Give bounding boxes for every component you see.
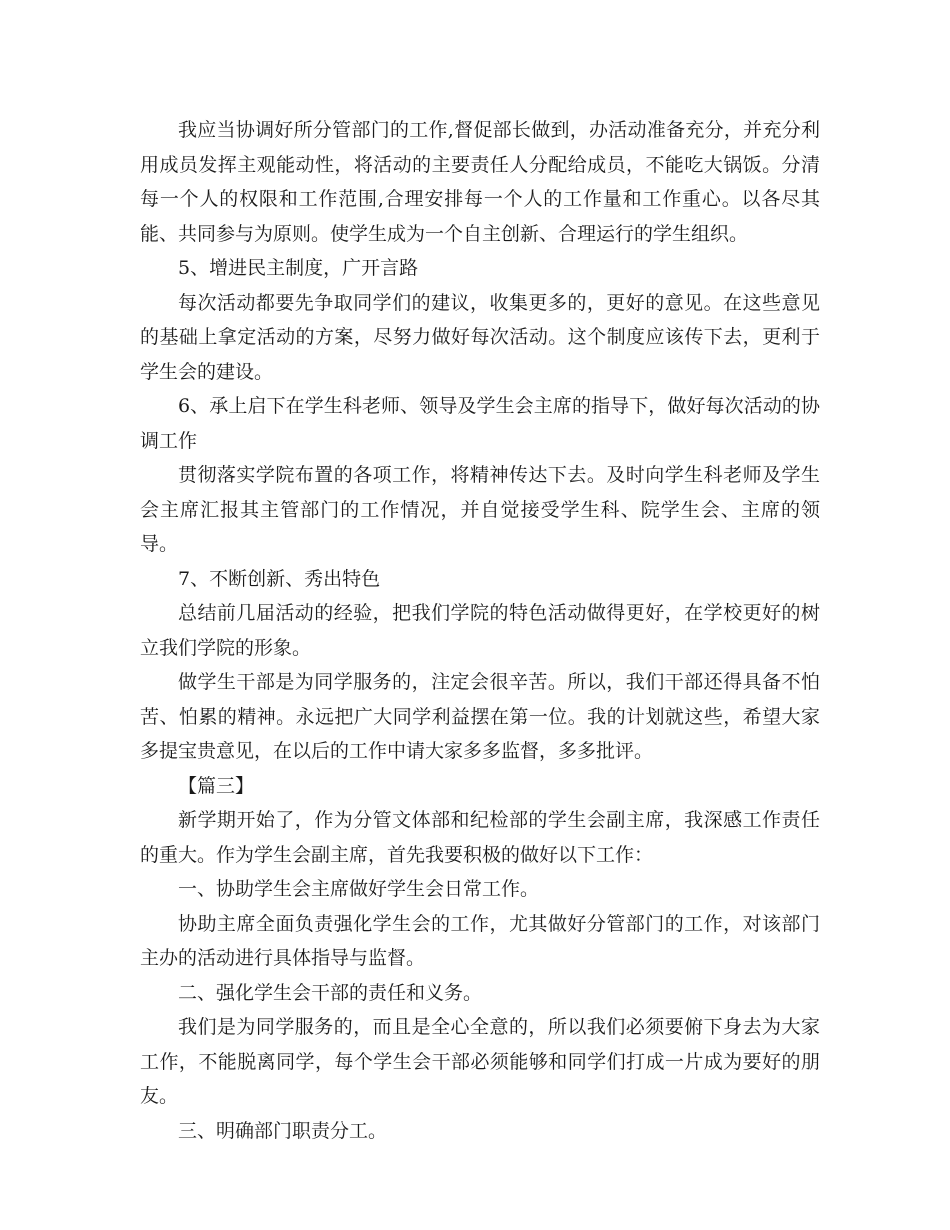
heading-coordination: 6、承上启下在学生科老师、领导及学生会主席的指导下，做好每次活动的协调工作 — [140, 395, 820, 452]
paragraph-duties: 我们是为同学服务的，而且是全心全意的，所以我们必须要俯下身去为大家工作，不能脱离同学，每个学生会干部必须能够和同学们打成一片成为要好的朋友。 — [140, 1016, 820, 1107]
heading-duties: 二、强化学生会干部的责任和义务。 — [178, 981, 483, 1004]
document-page — [140, 113, 820, 1148]
paragraph-innovation: 总结前几届活动的经验，把我们学院的特色活动做得更好，在学校更好的树立我们学院的形象。 — [140, 602, 820, 659]
heading-division-of-labor: 三、明确部门职责分工。 — [178, 1119, 388, 1142]
paragraph-responsibility: 我应当协调好所分管部门的工作,督促部长做到，办活动准备充分，并充分利用成员发挥主观能动性，将活动的主要责任人分配给成员，不能吃大锅饭。分清每一个人的权限和工作范围,合理安排每一个人的工作量和工作重心。以各尽其能、共同参与为原则。使学生成为一个自主创新、合理运行的学生组织。 — [140, 119, 820, 245]
paragraph-coordination: 贯彻落实学院布置的各项工作，将精神传达下去。及时向学生科老师及学生会主席汇报其主管部门的工作情况，并自觉接受学生科、院学生会、主席的领导。 — [140, 464, 820, 555]
paragraph-new-semester: 新学期开始了，作为分管文体部和纪检部的学生会副主席，我深感工作责任的重大。作为学生会副主席，首先我要积极的做好以下工作： — [140, 809, 820, 866]
heading-innovation: 7、不断创新、秀出特色 — [178, 567, 381, 590]
paragraph-democracy: 每次活动都要先争取同学们的建议，收集更多的，更好的意见。在这些意见的基础上拿定活动的方案，尽努力做好每次活动。这个制度应该传下去，更利于学生会的建设。 — [140, 291, 820, 383]
paragraph-assist-chairman: 协助主席全面负责强化学生会的工作，尤其做好分管部门的工作，对该部门主办的活动进行具体指导与监督。 — [140, 912, 820, 969]
section-title-part-three: 【篇三】 — [178, 774, 255, 797]
heading-democracy: 5、增进民主制度，广开言路 — [178, 257, 419, 279]
heading-assist-chairman: 一、协助学生会主席做好学生会日常工作。 — [178, 878, 540, 900]
paragraph-cadre-service: 做学生干部是为同学服务的，注定会很辛苦。所以，我们干部还得具备不怕苦、怕累的精神。永远把广大同学利益摆在第一位。我的计划就这些，希望大家多提宝贵意见，在以后的工作中请大家多多监督，多多批评。 — [140, 671, 820, 762]
